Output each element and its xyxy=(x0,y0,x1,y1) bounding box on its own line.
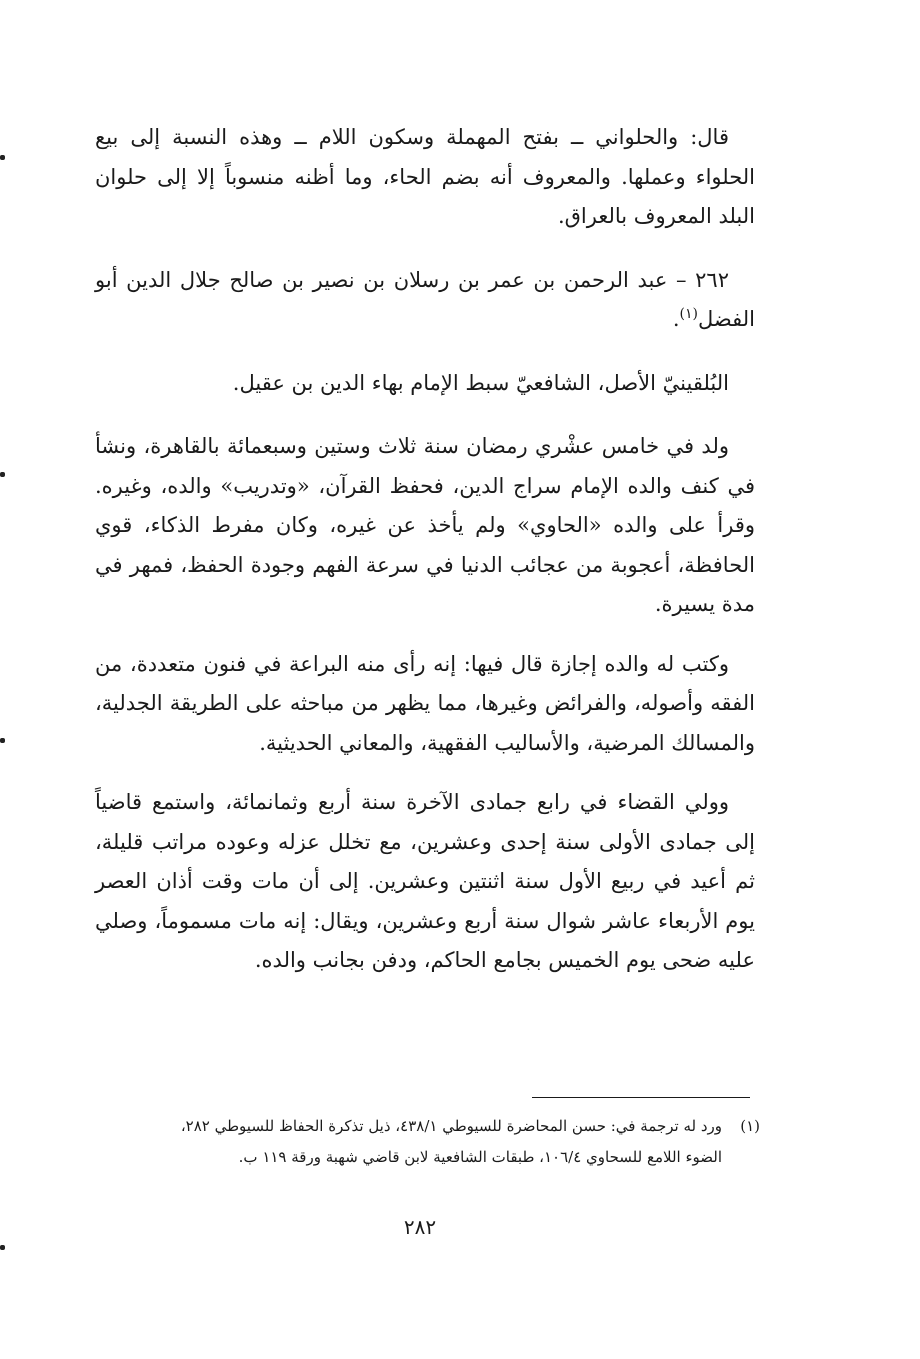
footnote-text-1: ورد له ترجمة في: حسن المحاضرة للسيوطي ٤٣٨/١، ذيل تذكرة الحفاظ للسيوطي ٢٨٢، xyxy=(180,1117,722,1135)
entry-heading xyxy=(95,261,755,340)
footnote xyxy=(120,1111,760,1173)
paragraph-birth: ولد في خامس عشْري رمضان سنة ثلاث وستين وسبعمائة بالقاهرة، ونشأ في كنف والده الإمام سراج الدين، فحفظ القرآن، «وتدريب» والده، وغيره. وقرأ على والده «الحاوي» ولم يأخذ عن غيره، وكان مفرط الذكاء، قوي الحافظة، أعجوبة من عجائب الدنيا في سرعة الفهم وجودة الحفظ، فمهر في مدة يسيرة. xyxy=(95,434,755,616)
page-body xyxy=(95,118,755,981)
footnote-reference: (١) xyxy=(679,306,699,322)
margin-mark xyxy=(0,1245,5,1250)
paragraph-nisba: البُلقينيّ الأصل، الشافعيّ سبط الإمام بهاء الدين بن عقيل. xyxy=(232,370,729,395)
footnote-line-2: الضوء اللامع للسحاوي ١٠٦/٤، طبقات الشافعية لابن قاضي شهبة ورقة ١١٩ ب. xyxy=(238,1148,722,1166)
margin-mark xyxy=(0,155,5,160)
paragraph-halwani-note: قال: والحلواني ــ بفتح المهملة وسكون اللام ــ وهذه النسبة إلى بيع الحلواء وعملها. والمعروف أنه بضم الحاء، وما أظنه منسوباً إلا إلى حلوان البلد المعروف بالعراق. xyxy=(95,125,755,228)
margin-mark xyxy=(0,472,5,477)
footnote-number: (١) xyxy=(740,1117,760,1135)
page-number: ٢٨٢ xyxy=(403,1215,437,1239)
paragraph-judgeship: وولي القضاء في رابع جمادى الآخرة سنة أربع وثمانمائة، واستمع قاضياً إلى جمادى الأولى سنة إحدى وعشرين، مع تخلل عزله وعوده مراتب قليلة، ثم أعيد في ربيع الأول سنة اثنتين وعشرين. إلى أن مات وقت أذان العصر يوم الأربعاء عاشر شوال سنة أربع وعشرين، ويقال: إنه مات مسموماً، وصلي عليه ضحى يوم الخميس بجامع الحاكم، ودفن بجانب والده. xyxy=(95,790,755,972)
paragraph-ijaza: وكتب له والده إجازة قال فيها: إنه رأى منه البراعة في فنون متعددة، من الفقه وأصوله، والفرائض وغيرها، مما يظهر من مباحثه على الطريقة الجدلية، والمسالك المرضية، والأساليب الفقهية، والمعاني الحديثية. xyxy=(95,651,755,755)
margin-mark xyxy=(0,738,5,743)
footnote-line-1 xyxy=(120,1111,760,1142)
footnote-separator xyxy=(532,1097,750,1098)
entry-heading-text: ٢٦٢ – عبد الرحمن بن عمر بن رسلان بن نصير بن صالح جلال الدين أبو الفضل xyxy=(95,267,755,331)
entry-heading-end: . xyxy=(672,307,680,331)
